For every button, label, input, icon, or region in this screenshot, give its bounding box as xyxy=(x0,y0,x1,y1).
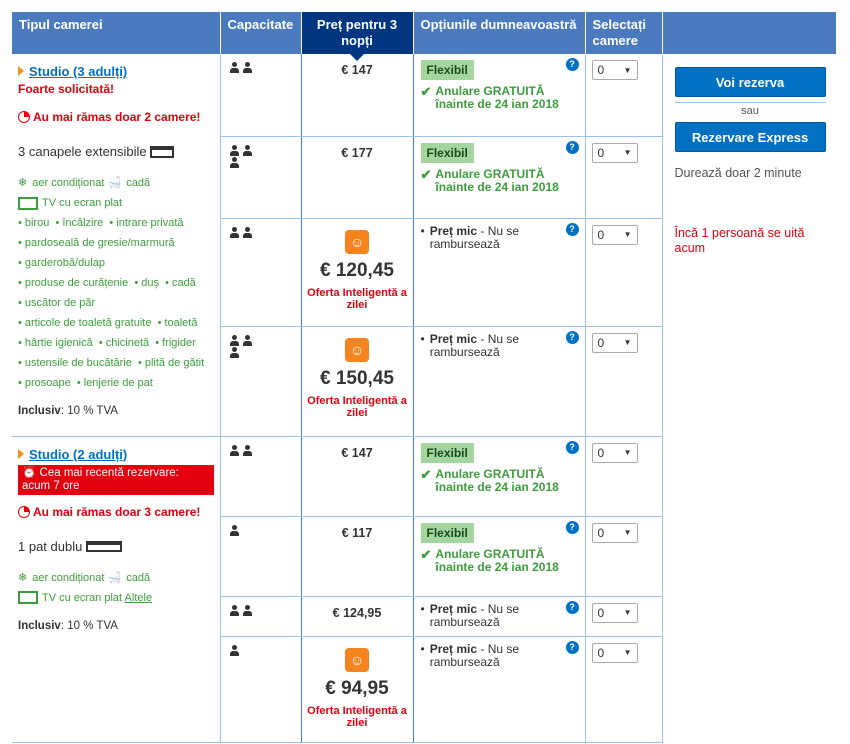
select-value: 0 xyxy=(597,63,605,77)
vat-label: Inclusiv xyxy=(18,619,61,632)
room-count-select[interactable] xyxy=(592,603,638,623)
chevron-down-icon: ▼ xyxy=(623,528,632,537)
free-cancel-text: Anulare GRATUITĂ înainte de 24 ian 2018 xyxy=(435,84,559,111)
flexible-badge: Flexibil xyxy=(421,60,474,80)
header-select: Selectați camere xyxy=(585,12,662,54)
facility-bath: cadă xyxy=(126,571,151,584)
scarcity-icon xyxy=(18,506,30,518)
tv-icon xyxy=(18,591,38,604)
reserve-button[interactable]: Voi rezerva xyxy=(675,67,826,97)
bed-text: 3 canapele extensibile xyxy=(18,144,147,159)
select-value: 0 xyxy=(597,525,605,540)
capacity-cell xyxy=(220,596,301,636)
person-icon xyxy=(229,335,240,347)
price-cell xyxy=(301,596,413,636)
capacity-cell xyxy=(220,436,301,516)
check-icon: ✔ xyxy=(420,166,432,182)
triangle-icon xyxy=(18,449,24,459)
options-cell xyxy=(413,54,585,136)
room-name-link[interactable]: Studio (2 adulți) xyxy=(29,446,128,462)
recent-booking-text: Cea mai recentă rezervare: acum 7 ore xyxy=(22,466,179,492)
bed-text: 1 pat dublu xyxy=(18,538,83,554)
person-icon xyxy=(229,62,240,74)
price-value: € 150,45 xyxy=(320,367,394,389)
select-cell xyxy=(585,636,662,742)
price-value: € 147 xyxy=(341,445,373,460)
bullet: • xyxy=(420,331,425,346)
question-icon[interactable]: ? xyxy=(566,521,579,534)
facility-item: • ustensile de bucătărie xyxy=(18,357,132,369)
header-price[interactable]: Preț pentru 3 nopți xyxy=(301,12,413,54)
room-type-cell xyxy=(12,436,220,742)
room-count-select[interactable] xyxy=(592,523,638,543)
capacity-cell xyxy=(220,218,301,326)
select-cell xyxy=(585,54,662,136)
room-count-select[interactable] xyxy=(592,225,638,245)
facility-item: • duș xyxy=(134,277,159,289)
options-cell xyxy=(413,218,585,326)
triangle-icon xyxy=(18,66,24,76)
facility-item: • plită de gătit xyxy=(138,357,204,369)
facility-item: • articole de toaletă gratuite xyxy=(18,317,151,329)
person-icon xyxy=(242,605,253,617)
vat-value: : 10 % TVA xyxy=(60,405,118,417)
sofa-icon xyxy=(150,146,174,158)
chevron-down-icon: ▼ xyxy=(623,65,632,75)
options-cell xyxy=(413,516,585,596)
select-cell xyxy=(585,596,662,636)
more-facilities-link[interactable]: Altele xyxy=(124,591,153,604)
smart-deal-icon: ☺ xyxy=(345,230,369,254)
low-price-label: Preț mic xyxy=(429,601,478,616)
facility-tv: TV cu ecran plat xyxy=(42,197,123,209)
select-value: 0 xyxy=(597,605,605,620)
price-cell xyxy=(301,54,413,136)
non-refundable-text: - Nu se rambursează xyxy=(429,331,520,359)
facility-item: • chicinetă xyxy=(99,337,149,349)
vat-info xyxy=(18,405,214,417)
non-refundable-text: - Nu se rambursează xyxy=(429,601,520,629)
price-cell xyxy=(301,326,413,436)
person-icon xyxy=(229,445,240,457)
price-cell xyxy=(301,218,413,326)
price-value: € 177 xyxy=(341,145,373,160)
double-bed-icon xyxy=(86,541,122,552)
high-demand-label: Foarte solicitată! xyxy=(18,82,115,96)
tv-icon xyxy=(18,197,38,210)
free-cancel-text: Anulare GRATUITĂ înainte de 24 ian 2018 xyxy=(435,166,559,194)
room-count-select[interactable] xyxy=(592,443,638,463)
snowflake-icon: ❄ xyxy=(18,571,28,584)
price-value: € 94,95 xyxy=(325,677,389,699)
price-cell xyxy=(301,436,413,516)
person-icon xyxy=(229,145,240,157)
vat-label: Inclusiv xyxy=(18,405,61,417)
price-value: € 120,45 xyxy=(320,259,394,281)
select-cell xyxy=(585,136,662,218)
chevron-down-icon: ▼ xyxy=(623,148,632,157)
snowflake-icon: ❄ xyxy=(18,177,28,189)
chevron-down-icon: ▼ xyxy=(623,648,632,657)
check-icon: ✔ xyxy=(420,466,432,482)
duration-text: Durează doar 2 minute xyxy=(674,166,802,180)
low-price-label: Preț mic xyxy=(429,223,478,238)
facility-item: • intrare privată xyxy=(109,217,183,229)
bullet: • xyxy=(420,641,425,656)
chevron-down-icon: ▼ xyxy=(623,448,632,457)
select-value: 0 xyxy=(597,445,605,460)
room-count-select[interactable] xyxy=(592,143,638,163)
person-icon xyxy=(229,645,240,657)
facility-item: • frigider xyxy=(155,337,195,349)
facility-item: • încălzire xyxy=(55,217,103,229)
options-cell xyxy=(413,636,585,742)
select-value: 0 xyxy=(597,227,605,242)
select-cell xyxy=(585,326,662,436)
smart-deal-icon: ☺ xyxy=(345,338,369,362)
reservation-panel xyxy=(662,54,836,742)
bathtub-icon: 🛁 xyxy=(107,571,122,584)
header-empty xyxy=(662,12,836,54)
non-refundable-text: - Nu se rambursează xyxy=(429,223,520,251)
price-value: € 124,95 xyxy=(332,605,382,620)
question-icon[interactable]: ? xyxy=(566,441,579,454)
facility-bath: cadă xyxy=(126,177,151,189)
select-value: 0 xyxy=(597,335,605,350)
express-reserve-button[interactable]: Rezervare Express xyxy=(675,122,826,152)
facility-item: • cadă xyxy=(165,277,196,289)
person-icon xyxy=(229,227,240,239)
capacity-cell xyxy=(220,636,301,742)
alarm-clock-icon: ⏰ xyxy=(22,466,37,479)
facility-tv: TV cu ecran plat xyxy=(42,591,123,604)
check-icon: ✔ xyxy=(420,84,432,99)
facility-item: • garderobă/dulap xyxy=(18,257,105,269)
person-icon xyxy=(242,62,253,74)
low-price-label: Preț mic xyxy=(429,331,478,346)
deal-label: Oferta Inteligentă a zilei xyxy=(307,704,407,729)
smart-deal-icon: ☺ xyxy=(345,648,369,672)
scarcity-text: Au mai rămas doar 2 camere! xyxy=(33,110,201,124)
options-cell xyxy=(413,326,585,436)
bathtub-icon: 🛁 xyxy=(107,177,122,189)
chevron-down-icon: ▼ xyxy=(623,608,632,617)
free-cancel-text: Anulare GRATUITĂ înainte de 24 ian 2018 xyxy=(435,466,559,494)
or-divider: sau xyxy=(675,105,826,117)
price-cell xyxy=(301,516,413,596)
price-cell xyxy=(301,136,413,218)
capacity-cell xyxy=(220,326,301,436)
rooms-table xyxy=(12,12,836,743)
facility-item: • pardoseală de gresie/marmură xyxy=(18,237,175,249)
person-icon xyxy=(242,227,253,239)
non-refundable-text: - Nu se rambursează xyxy=(429,641,520,669)
scarcity-icon xyxy=(18,111,30,123)
flexible-badge: Flexibil xyxy=(421,143,474,163)
options-cell xyxy=(413,436,585,516)
question-icon[interactable]: ? xyxy=(566,141,579,154)
select-cell xyxy=(585,218,662,326)
recent-booking-badge xyxy=(18,465,214,495)
chevron-down-icon: ▼ xyxy=(623,230,632,239)
select-value: 0 xyxy=(597,145,605,160)
question-icon[interactable]: ? xyxy=(566,331,579,344)
person-icon xyxy=(242,445,253,457)
price-value: € 147 xyxy=(341,63,373,77)
facility-item: • hârtie igienică xyxy=(18,337,93,349)
bullet: • xyxy=(420,601,425,616)
scarcity-text: Au mai rămas doar 3 camere! xyxy=(33,504,201,519)
free-cancel-text: Anulare GRATUITĂ înainte de 24 ian 2018 xyxy=(435,546,559,574)
price-value: € 117 xyxy=(341,525,373,540)
room-name-link[interactable]: Studio (3 adulți) xyxy=(29,64,128,79)
room-count-select[interactable] xyxy=(592,643,638,663)
check-icon: ✔ xyxy=(420,546,432,562)
flexible-badge: Flexibil xyxy=(421,443,474,463)
price-cell xyxy=(301,636,413,742)
facility-item: • birou xyxy=(18,217,49,229)
header-room-type: Tipul camerei xyxy=(12,12,220,54)
select-value: 0 xyxy=(597,645,605,660)
flexible-badge: Flexibil xyxy=(421,523,474,543)
options-cell xyxy=(413,136,585,218)
person-icon xyxy=(229,525,240,537)
facility-item: • lenjerie de pat xyxy=(77,377,153,389)
options-cell xyxy=(413,596,585,636)
low-price-label: Preț mic xyxy=(429,641,478,656)
header-options: Opțiunile dumneavoastră xyxy=(413,12,585,54)
person-icon xyxy=(229,605,240,617)
bullet: • xyxy=(420,223,425,238)
room-type-cell xyxy=(12,54,220,436)
select-cell xyxy=(585,516,662,596)
facility-item: • prosoape xyxy=(18,377,71,389)
facility-ac: aer condiționat xyxy=(32,571,105,584)
viewers-text: Încă 1 persoană se uită acum xyxy=(674,226,805,255)
deal-label: Oferta Inteligentă a zilei xyxy=(307,286,407,311)
question-icon[interactable]: ? xyxy=(566,641,579,654)
facility-ac: aer condiționat xyxy=(32,177,105,189)
facility-item: • produse de curățenie xyxy=(18,277,128,289)
chevron-down-icon: ▼ xyxy=(623,338,632,347)
vat-value: : 10 % TVA xyxy=(60,619,118,632)
question-icon[interactable]: ? xyxy=(566,58,579,71)
capacity-cell xyxy=(220,54,301,136)
person-icon xyxy=(229,347,240,359)
deal-label: Oferta Inteligentă a zilei xyxy=(307,394,407,419)
facilities xyxy=(18,568,214,608)
person-icon xyxy=(229,157,240,169)
person-icon xyxy=(242,145,253,157)
facility-item: • uscător de păr xyxy=(18,297,95,309)
room-count-select[interactable] xyxy=(592,333,638,353)
select-cell xyxy=(585,436,662,516)
facility-item: • toaletă xyxy=(158,317,198,329)
question-icon[interactable]: ? xyxy=(566,223,579,236)
facilities xyxy=(18,173,214,393)
vat-info xyxy=(18,620,214,632)
capacity-cell xyxy=(220,136,301,218)
capacity-cell xyxy=(220,516,301,596)
question-icon[interactable]: ? xyxy=(566,601,579,614)
header-capacity: Capacitate xyxy=(220,12,301,54)
room-count-select[interactable] xyxy=(592,60,638,80)
person-icon xyxy=(242,335,253,347)
